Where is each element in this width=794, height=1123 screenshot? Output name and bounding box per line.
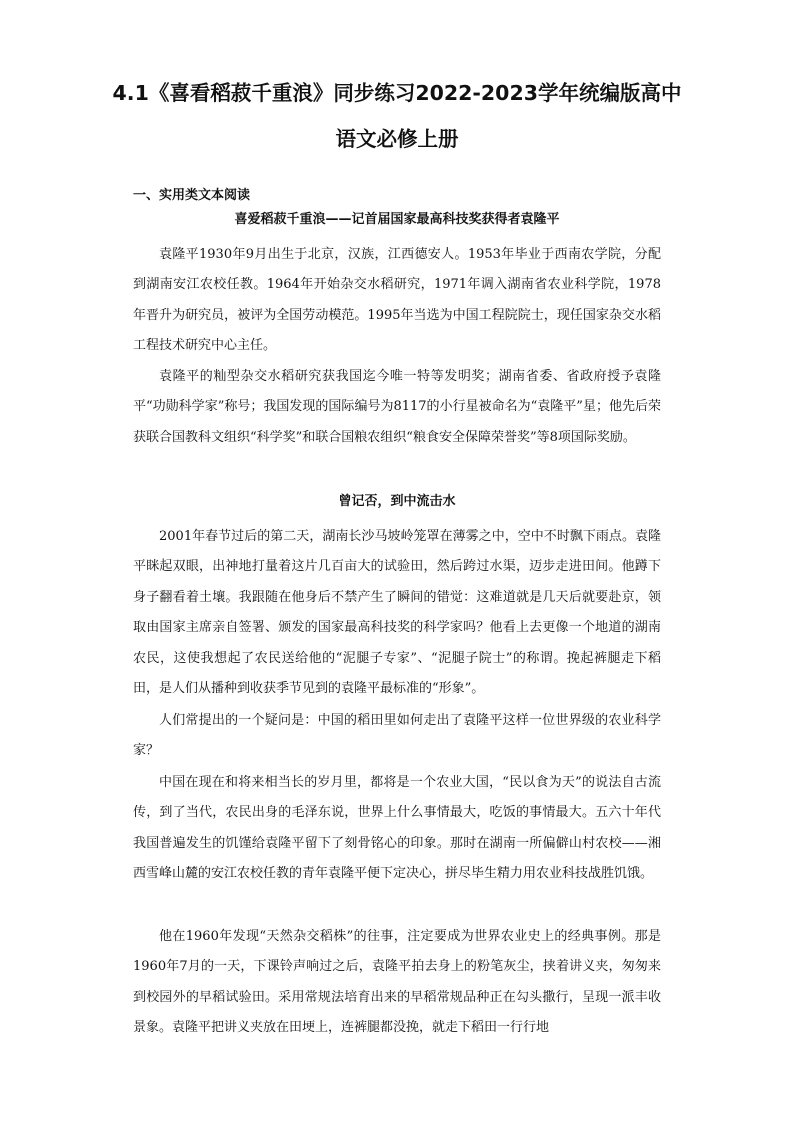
paragraph-4: 人们常提出的一个疑问是：中国的稻田里如何走出了袁隆平这样一位世界级的农业科学家？: [133, 713, 661, 759]
title-line-2: 语文必修上册: [335, 127, 459, 151]
paragraph-5: 中国在现在和将来相当长的岁月里，都将是一个农业大国，“民以食为天”的说法自古流传，到了当代，农民出身的毛泽东说，世界上什么事情最大，吃饭的事情最大。五六十年代我国普遍发生的饥馑给袁隆平留下了刻骨铭心的印象。那时在湖南一所偏僻山村农校——湘西雪峰山麓的安江农校任教的青年袁隆平便下定决心，拼尽毕生精力用农业科技战胜饥饿。: [133, 775, 661, 882]
document-title: [110, 70, 684, 162]
paragraph-2: 袁隆平的籼型杂交水稻研究获我国迄今唯一特等发明奖；湖南省委、省政府授予袁隆平“功勋科学家”称号；我国发现的国际编号为8117的小行星被命名为“袁隆平”星；他先后荣获联合国教科文组织“科学奖”和联合国粮农组织“粮食安全保障荣誉奖”等8项国际奖励。: [133, 369, 661, 445]
paragraph-6: 他在1960年发现“天然杂交稻株”的往事，注定要成为世界农业史上的经典事例。那是1960年7月的一天，下课铃声响过之后，袁隆平拍去身上的粉笔灰尘，挟着讲义夹，匆匆来到校园外的早稻试验田。采用常规法培育出来的早稻常规品种正在勾头撒行，呈现一派丰收景象。袁隆平把讲义夹放在田埂上，连裤腿都没挽，就走下稻田一行行地: [133, 929, 661, 1036]
paragraph-1: 袁隆平1930年9月出生于北京，汉族，江西德安人。1953年毕业于西南农学院，分配到湖南安江农校任教。1964年开始杂交水稻研究，1971年调入湖南省农业科学院，1978年晋升为研究员，被评为全国劳动模范。1995年当选为中国工程院院士，现任国家杂交水稻工程技术研究中心主任。: [133, 247, 661, 354]
article-subtitle: 喜爱稻菽千重浪——记首届国家最高科技奖获得者袁隆平: [234, 212, 560, 227]
section-heading: 一、实用类文本阅读: [133, 188, 251, 203]
title-line-1: 4.1《喜看稻菽千重浪》同步练习2022-2023学年统编版高中: [112, 81, 682, 105]
paragraph-3: 2001年春节过后的第二天，湖南长沙马坡岭笼罩在薄雾之中，空中不时飘下雨点。袁隆平眯起双眼，出神地打量着这片几百亩大的试验田，然后跨过水渠，迈步走进田间。他蹲下身子翻看着土壤。我跟随在他身后不禁产生了瞬间的错觉：这难道就是几天后就要赴京，领取由国家主席亲自签署、颁发的国家最高科技奖的科学家吗？他看上去更像一个地道的湖南农民，这使我想起了农民送给他的“泥腿子专家”、“泥腿子院士”的称谓。挽起裤腿走下稻田，是人们从播种到收获季节见到的袁隆平最标准的“形象”。: [133, 529, 661, 697]
section-subtitle: 曾记否，到中流击水: [338, 494, 456, 509]
